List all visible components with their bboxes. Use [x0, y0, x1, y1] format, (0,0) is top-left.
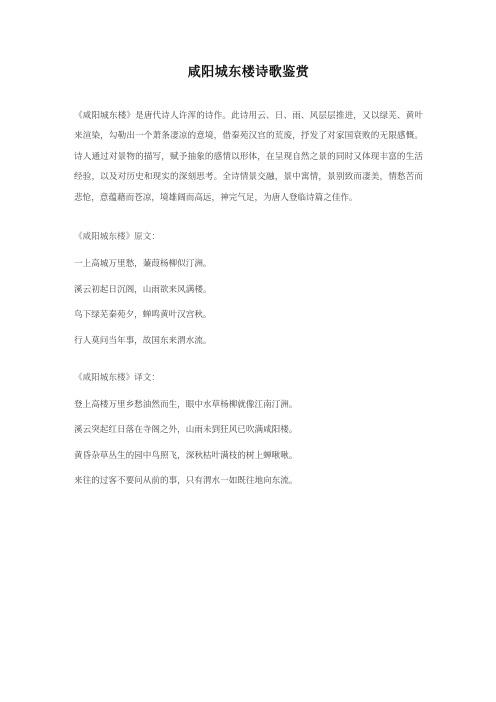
- poem-line-4: 行人莫问当年事，故国东来渭水流。: [74, 335, 212, 346]
- translation-line-4: 来往的过客不要问从前的事，只有渭水一如既往地向东流。: [74, 476, 298, 487]
- translation-line-2: 溪云突起红日落在寺阁之外，山雨未到狂风已吹满咸阳楼。: [74, 425, 298, 436]
- translation-lines: [74, 398, 423, 489]
- translation-line-3: 黄昏杂草丛生的园中鸟照飞，深秋枯叶满枝的树上蝉啾啾。: [74, 450, 298, 461]
- translation-line-1: 登上高楼万里乡愁油然而生，眼中水草杨柳就像江南汀洲。: [74, 399, 298, 410]
- original-heading: 《咸阳城东楼》原文：: [74, 232, 160, 243]
- poem-line-3: 鸟下绿芜秦苑夕，蝉鸣黄叶汉宫秋。: [74, 310, 212, 321]
- poem-line-2: 溪云初起日沉阁，山雨欲来风满楼。: [74, 284, 212, 295]
- original-poem-lines: [74, 257, 423, 348]
- intro-paragraph: 《咸阳城东楼》是唐代诗人许浑的诗作。此诗用云、日、雨、风层层推进，又以绿芜、黄叶来渲染，勾勒出一个萧条凄凉的意境，借秦苑汉宫的荒废，抒发了对家国衰败的无限感慨。诗人通过对景物的描写，赋予抽象的感情以形体，在呈现自然之景的同时又体现丰富的生活经验，以及对历史和现实的深刻思考。全诗情景交融，景中寓情，景别致而凄美，情愁苦而悲怆，意蕴藉而苍凉，境雄阔而高远，神完气足，为唐人登临诗篇之佳作。: [74, 111, 423, 203]
- document-title: 咸阳城东楼诗歌鉴赏: [187, 65, 310, 80]
- translation-heading: 《咸阳城东楼》译文：: [74, 372, 160, 383]
- poem-line-1: 一上高城万里愁，蒹葭杨柳似汀洲。: [74, 259, 212, 270]
